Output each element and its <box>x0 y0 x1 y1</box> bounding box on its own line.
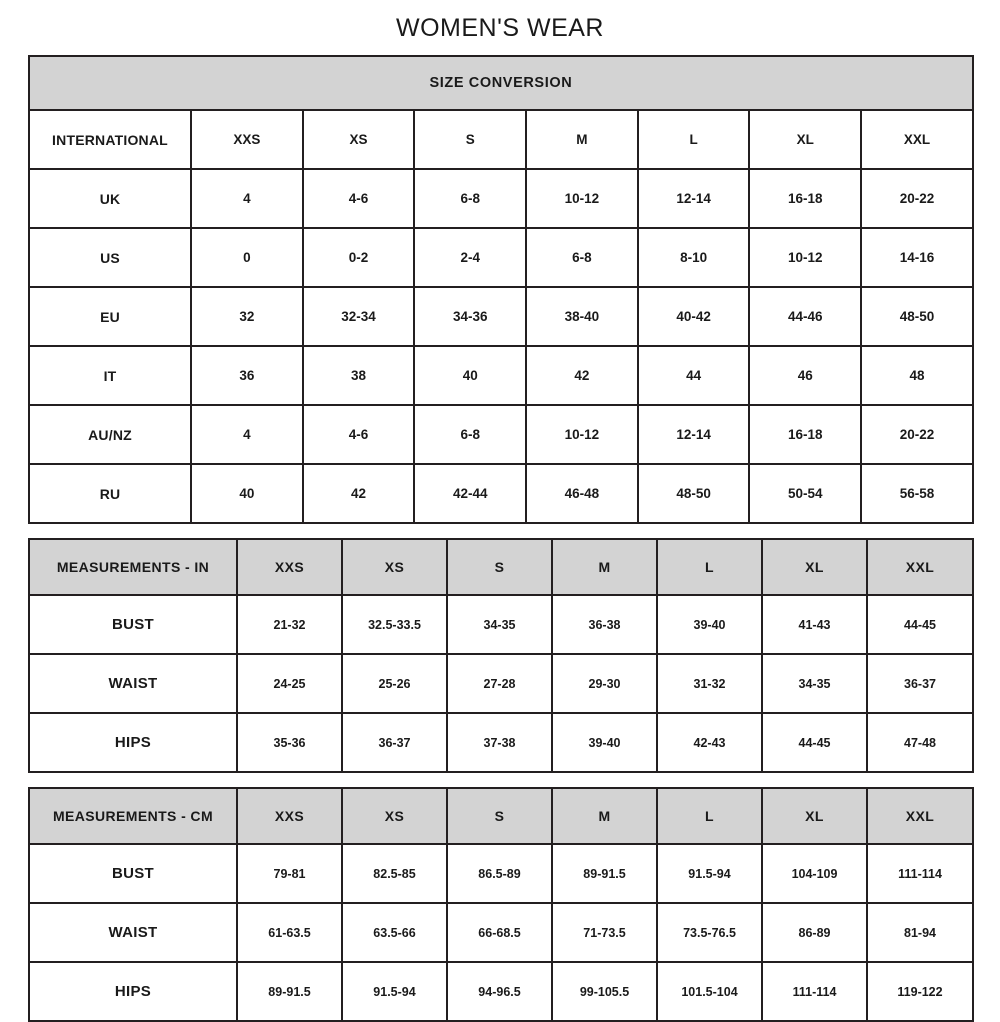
page-title: WOMEN'S WEAR <box>396 14 604 42</box>
column-header-xl: XL <box>762 788 867 844</box>
table-cell: 86-89 <box>762 903 867 962</box>
size-conversion-banner: SIZE CONVERSION <box>29 56 973 110</box>
table-cell: 20-22 <box>861 169 973 228</box>
column-header-l: L <box>657 539 762 595</box>
table-cell: 0-2 <box>303 228 415 287</box>
table-cell: 25-26 <box>342 654 447 713</box>
table-cell: 73.5-76.5 <box>657 903 762 962</box>
column-header-l: L <box>638 110 750 169</box>
table-cell: 36-37 <box>867 654 973 713</box>
table-cell: 99-105.5 <box>552 962 657 1021</box>
row-label: WAIST <box>29 654 237 713</box>
table-cell: 4 <box>191 405 303 464</box>
table-cell: 56-58 <box>861 464 973 523</box>
table-cell: 44-45 <box>867 595 973 654</box>
table-cell: 4 <box>191 169 303 228</box>
column-header-international: INTERNATIONAL <box>29 110 191 169</box>
table-cell: 31-32 <box>657 654 762 713</box>
table-row <box>29 903 973 962</box>
table-cell: 2-4 <box>414 228 526 287</box>
table-cell: 10-12 <box>526 405 638 464</box>
table-row <box>29 228 973 287</box>
table-row <box>29 405 973 464</box>
table-cell: 66-68.5 <box>447 903 552 962</box>
table-row <box>29 962 973 1021</box>
table-cell: 42-44 <box>414 464 526 523</box>
table-cell: 89-91.5 <box>552 844 657 903</box>
column-header-l: L <box>657 788 762 844</box>
table-cell: 29-30 <box>552 654 657 713</box>
table-cell: 48-50 <box>861 287 973 346</box>
column-header-xxl: XXL <box>861 110 973 169</box>
table-cell: 6-8 <box>414 405 526 464</box>
table-cell: 4-6 <box>303 405 415 464</box>
table-cell: 46-48 <box>526 464 638 523</box>
table-cell: 91.5-94 <box>342 962 447 1021</box>
size-conversion-table <box>28 55 974 524</box>
row-label: RU <box>29 464 191 523</box>
table-cell: 27-28 <box>447 654 552 713</box>
table-row <box>29 595 973 654</box>
table-cell: 24-25 <box>237 654 342 713</box>
table-cell: 41-43 <box>762 595 867 654</box>
table-cell: 44-46 <box>749 287 861 346</box>
table-cell: 36 <box>191 346 303 405</box>
table-cell: 4-6 <box>303 169 415 228</box>
column-header-xs: XS <box>342 788 447 844</box>
column-header-xxs: XXS <box>191 110 303 169</box>
table-cell: 42 <box>526 346 638 405</box>
row-label: AU/NZ <box>29 405 191 464</box>
column-header-xxl: XXL <box>867 788 973 844</box>
column-header-measurements-cm: MEASUREMENTS - CM <box>29 788 237 844</box>
column-header-m: M <box>552 788 657 844</box>
table-cell: 34-35 <box>447 595 552 654</box>
table-cell: 40-42 <box>638 287 750 346</box>
table-cell: 8-10 <box>638 228 750 287</box>
table-row <box>29 169 973 228</box>
table-cell: 10-12 <box>749 228 861 287</box>
table-cell: 34-36 <box>414 287 526 346</box>
table-cell: 82.5-85 <box>342 844 447 903</box>
row-label: BUST <box>29 844 237 903</box>
table-cell: 119-122 <box>867 962 973 1021</box>
row-label: UK <box>29 169 191 228</box>
table-cell: 36-37 <box>342 713 447 772</box>
column-header-m: M <box>526 110 638 169</box>
table-cell: 111-114 <box>762 962 867 1021</box>
column-header-xs: XS <box>303 110 415 169</box>
table-cell: 81-94 <box>867 903 973 962</box>
table-cell: 16-18 <box>749 405 861 464</box>
table-cell: 44-45 <box>762 713 867 772</box>
table-header-row <box>29 539 973 595</box>
table-cell: 39-40 <box>657 595 762 654</box>
table-cell: 21-32 <box>237 595 342 654</box>
table-row <box>29 713 973 772</box>
column-header-xl: XL <box>762 539 867 595</box>
column-header-measurements-in: MEASUREMENTS - IN <box>29 539 237 595</box>
table-header-row <box>29 110 973 169</box>
table-cell: 0 <box>191 228 303 287</box>
table-cell: 40 <box>191 464 303 523</box>
table-cell: 32.5-33.5 <box>342 595 447 654</box>
table-cell: 79-81 <box>237 844 342 903</box>
row-label: HIPS <box>29 962 237 1021</box>
table-cell: 42 <box>303 464 415 523</box>
table-cell: 111-114 <box>867 844 973 903</box>
table-cell: 36-38 <box>552 595 657 654</box>
table-cell: 94-96.5 <box>447 962 552 1021</box>
size-chart-page <box>0 14 1000 1014</box>
table-header-row <box>29 788 973 844</box>
table-cell: 16-18 <box>749 169 861 228</box>
measurements-inches-table <box>28 538 974 773</box>
table-cell: 44 <box>638 346 750 405</box>
table-cell: 46 <box>749 346 861 405</box>
column-header-s: S <box>447 788 552 844</box>
table-cell: 10-12 <box>526 169 638 228</box>
column-header-xs: XS <box>342 539 447 595</box>
table-cell: 101.5-104 <box>657 962 762 1021</box>
table-cell: 48-50 <box>638 464 750 523</box>
table-cell: 37-38 <box>447 713 552 772</box>
column-header-xxs: XXS <box>237 788 342 844</box>
table-cell: 6-8 <box>414 169 526 228</box>
table-cell: 104-109 <box>762 844 867 903</box>
table-cell: 47-48 <box>867 713 973 772</box>
table-cell: 20-22 <box>861 405 973 464</box>
row-label: US <box>29 228 191 287</box>
row-label: BUST <box>29 595 237 654</box>
table-cell: 63.5-66 <box>342 903 447 962</box>
table-banner-row <box>29 56 973 110</box>
table-cell: 6-8 <box>526 228 638 287</box>
column-header-xxl: XXL <box>867 539 973 595</box>
table-cell: 38 <box>303 346 415 405</box>
table-cell: 91.5-94 <box>657 844 762 903</box>
table-cell: 12-14 <box>638 169 750 228</box>
table-cell: 38-40 <box>526 287 638 346</box>
table-cell: 42-43 <box>657 713 762 772</box>
table-cell: 35-36 <box>237 713 342 772</box>
table-cell: 86.5-89 <box>447 844 552 903</box>
measurements-cm-table <box>28 787 974 1022</box>
table-cell: 48 <box>861 346 973 405</box>
table-row <box>29 464 973 523</box>
table-row <box>29 654 973 713</box>
row-label: EU <box>29 287 191 346</box>
column-header-s: S <box>447 539 552 595</box>
table-cell: 50-54 <box>749 464 861 523</box>
table-row <box>29 346 973 405</box>
column-header-xxs: XXS <box>237 539 342 595</box>
row-label: HIPS <box>29 713 237 772</box>
table-cell: 32 <box>191 287 303 346</box>
table-row <box>29 844 973 903</box>
table-cell: 34-35 <box>762 654 867 713</box>
column-header-m: M <box>552 539 657 595</box>
column-header-xl: XL <box>749 110 861 169</box>
table-cell: 12-14 <box>638 405 750 464</box>
table-cell: 89-91.5 <box>237 962 342 1021</box>
table-row <box>29 287 973 346</box>
table-cell: 61-63.5 <box>237 903 342 962</box>
table-cell: 32-34 <box>303 287 415 346</box>
table-cell: 71-73.5 <box>552 903 657 962</box>
row-label: IT <box>29 346 191 405</box>
row-label: WAIST <box>29 903 237 962</box>
table-cell: 39-40 <box>552 713 657 772</box>
table-cell: 14-16 <box>861 228 973 287</box>
table-cell: 40 <box>414 346 526 405</box>
column-header-s: S <box>414 110 526 169</box>
